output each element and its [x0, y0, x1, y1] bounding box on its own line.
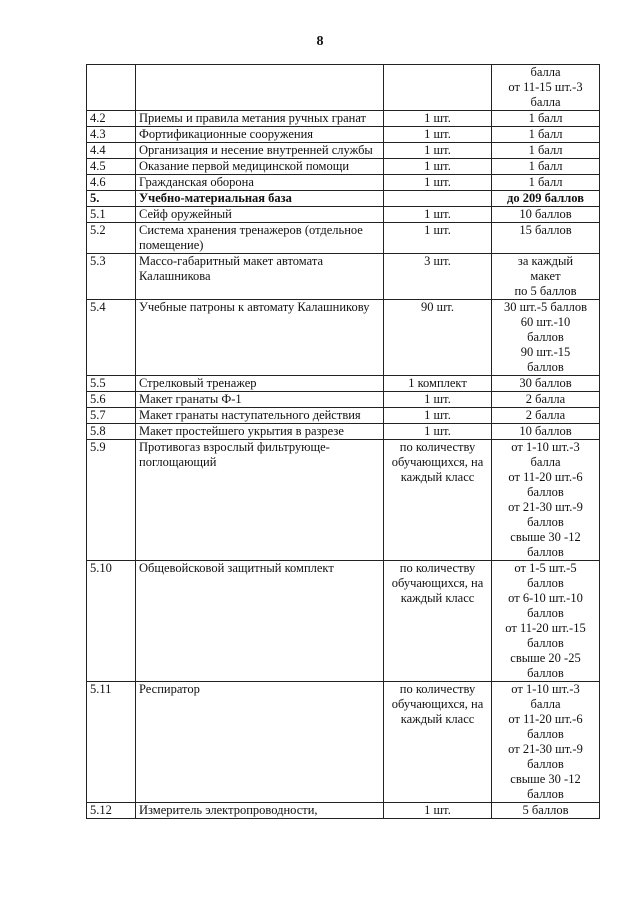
score-cell: 30 шт.-5 баллов 60 шт.-10 баллов 90 шт.-15 баллов [492, 300, 600, 376]
table-row [87, 440, 600, 561]
table-row [87, 223, 600, 254]
table-row [87, 300, 600, 376]
table-row [87, 254, 600, 300]
quantity-cell: 1 шт. [384, 111, 492, 127]
quantity-cell: 90 шт. [384, 300, 492, 376]
item-name-cell: Оказание первой медицинской помощи [136, 159, 384, 175]
table-row [87, 111, 600, 127]
table-row [87, 143, 600, 159]
row-number-cell: 5.2 [87, 223, 136, 254]
item-name-cell: Респиратор [136, 682, 384, 803]
quantity-cell: 3 шт. [384, 254, 492, 300]
row-number-cell: 4.5 [87, 159, 136, 175]
table-row [87, 424, 600, 440]
quantity-cell: 1 шт. [384, 127, 492, 143]
row-number-cell: 4.6 [87, 175, 136, 191]
quantity-cell: 1 шт. [384, 143, 492, 159]
row-number-cell [87, 65, 136, 111]
row-number-cell: 5.12 [87, 803, 136, 819]
table-row [87, 682, 600, 803]
table-row [87, 127, 600, 143]
score-cell: за каждый макет по 5 баллов [492, 254, 600, 300]
score-cell: 10 баллов [492, 424, 600, 440]
row-number-cell: 4.4 [87, 143, 136, 159]
table-row [87, 408, 600, 424]
score-cell: до 209 баллов [492, 191, 600, 207]
score-cell: 1 балл [492, 127, 600, 143]
row-number-cell: 5.4 [87, 300, 136, 376]
quantity-cell: 1 шт. [384, 159, 492, 175]
item-name-cell: Приемы и правила метания ручных гранат [136, 111, 384, 127]
item-name-cell: Макет гранаты Ф-1 [136, 392, 384, 408]
score-cell: 30 баллов [492, 376, 600, 392]
row-number-cell: 5.3 [87, 254, 136, 300]
quantity-cell: 1 комплект [384, 376, 492, 392]
item-name-cell: Измеритель электропроводности, [136, 803, 384, 819]
item-name-cell: Фортификационные сооружения [136, 127, 384, 143]
score-cell: 1 балл [492, 159, 600, 175]
row-number-cell: 5.6 [87, 392, 136, 408]
item-name-cell: Стрелковый тренажер [136, 376, 384, 392]
item-name-cell: Макет гранаты наступательного действия [136, 408, 384, 424]
score-cell: 1 балл [492, 143, 600, 159]
quantity-cell: 1 шт. [384, 424, 492, 440]
score-cell: 15 баллов [492, 223, 600, 254]
score-cell: 5 баллов [492, 803, 600, 819]
equipment-table [86, 64, 600, 819]
item-name-cell: Организация и несение внутренней службы [136, 143, 384, 159]
quantity-cell: 1 шт. [384, 207, 492, 223]
table-row [87, 207, 600, 223]
row-number-cell: 4.2 [87, 111, 136, 127]
row-number-cell: 5.5 [87, 376, 136, 392]
score-cell: 1 балл [492, 175, 600, 191]
quantity-cell: по количеству обучающихся, на каждый класс [384, 682, 492, 803]
table-row [87, 392, 600, 408]
table-row [87, 175, 600, 191]
item-name-cell: Массо-габаритный макет автомата Калашникова [136, 254, 384, 300]
item-name-cell: Сейф оружейный [136, 207, 384, 223]
quantity-cell: по количеству обучающихся, на каждый класс [384, 561, 492, 682]
score-cell: от 1-10 шт.-3 балла от 11-20 шт.-6 баллов от 21-30 шт.-9 баллов свыше 30 -12 баллов [492, 682, 600, 803]
quantity-cell: 1 шт. [384, 223, 492, 254]
score-cell: 2 балла [492, 408, 600, 424]
item-name-cell: Макет простейшего укрытия в разрезе [136, 424, 384, 440]
item-name-cell: Учебно-материальная база [136, 191, 384, 207]
quantity-cell: 1 шт. [384, 408, 492, 424]
table-body [87, 65, 600, 819]
table-row [87, 803, 600, 819]
item-name-cell: Общевойсковой защитный комплект [136, 561, 384, 682]
section-row [87, 191, 600, 207]
item-name-cell: Система хранения тренажеров (отдельное помещение) [136, 223, 384, 254]
quantity-cell [384, 191, 492, 207]
quantity-cell: 1 шт. [384, 175, 492, 191]
item-name-cell: Противогаз взрослый фильтрующе-поглощающий [136, 440, 384, 561]
score-cell: от 1-10 шт.-3 балла от 11-20 шт.-6 баллов от 21-30 шт.-9 баллов свыше 30 -12 баллов [492, 440, 600, 561]
row-number-cell: 5. [87, 191, 136, 207]
row-number-cell: 5.11 [87, 682, 136, 803]
item-name-cell [136, 65, 384, 111]
score-cell: 2 балла [492, 392, 600, 408]
quantity-cell: 1 шт. [384, 392, 492, 408]
table-row [87, 561, 600, 682]
quantity-cell: 1 шт. [384, 803, 492, 819]
table-row [87, 159, 600, 175]
score-cell: от 1-5 шт.-5 баллов от 6-10 шт.-10 баллов от 11-20 шт.-15 баллов свыше 20 -25 баллов [492, 561, 600, 682]
row-number-cell: 5.1 [87, 207, 136, 223]
row-number-cell: 4.3 [87, 127, 136, 143]
item-name-cell: Гражданская оборона [136, 175, 384, 191]
row-number-cell: 5.8 [87, 424, 136, 440]
item-name-cell: Учебные патроны к автомату Калашникову [136, 300, 384, 376]
row-number-cell: 5.9 [87, 440, 136, 561]
score-cell: 1 балл [492, 111, 600, 127]
score-cell: 10 баллов [492, 207, 600, 223]
quantity-cell [384, 65, 492, 111]
table-row [87, 376, 600, 392]
row-number-cell: 5.10 [87, 561, 136, 682]
quantity-cell: по количеству обучающихся, на каждый класс [384, 440, 492, 561]
score-cell: балла от 11-15 шт.-3 балла [492, 65, 600, 111]
page-number: 8 [316, 34, 324, 49]
row-number-cell: 5.7 [87, 408, 136, 424]
table-row [87, 65, 600, 111]
